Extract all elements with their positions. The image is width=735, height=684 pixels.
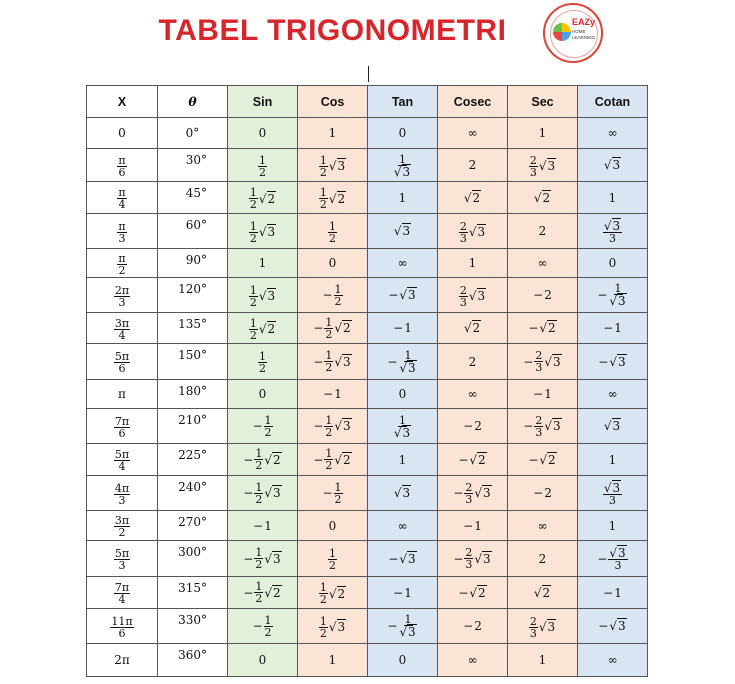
- cell-sec: 2: [508, 214, 578, 249]
- cell-x: $\frac{7\pi}{6}$: [87, 409, 158, 444]
- table-row: [87, 313, 648, 344]
- table-row: [87, 644, 648, 677]
- cell-sin: 1: [228, 249, 298, 278]
- cell-theta: 180°: [158, 380, 228, 409]
- cell-sec: − $\frac{2}{3}$ √3: [508, 344, 578, 380]
- cell-tan: − 1: [368, 577, 438, 609]
- cell-cos: 0: [298, 511, 368, 541]
- cell-sin: − $\frac{1}{2}$: [228, 609, 298, 644]
- cell-cotan: ∞: [578, 380, 648, 409]
- cell-x: $\frac{\pi}{6}$: [87, 149, 158, 182]
- cell-x: $\frac{\pi}{3}$: [87, 214, 158, 249]
- cell-cotan: − 1: [578, 577, 648, 609]
- cell-tan: √3: [368, 214, 438, 249]
- cell-cosec: − $\frac{2}{3}$ √3: [438, 541, 508, 577]
- cell-x: $\frac{5\pi}{3}$: [87, 541, 158, 577]
- cell-cotan: − √3: [578, 344, 648, 380]
- cell-cos: $\frac{1}{2}$: [298, 541, 368, 577]
- cell-sin: $\frac{1}{2}$ √3: [228, 214, 298, 249]
- table-row: [87, 577, 648, 609]
- table-row: [87, 118, 648, 149]
- cell-sin: 0: [228, 644, 298, 677]
- cell-tan: $\frac{1}{√3}$: [368, 149, 438, 182]
- cell-cos: 1: [298, 644, 368, 677]
- logo-brand: EAZy: [572, 17, 596, 27]
- cell-cotan: − $\frac{1}{√3}$: [578, 278, 648, 313]
- cell-theta: 240°: [158, 476, 228, 511]
- cell-tan: ∞: [368, 511, 438, 541]
- cell-sin: $\frac{1}{2}$ √3: [228, 278, 298, 313]
- cell-cos: − $\frac{1}{2}$ √3: [298, 344, 368, 380]
- cell-theta: 315°: [158, 577, 228, 609]
- cell-cosec: − √2: [438, 577, 508, 609]
- cell-x: 2π: [87, 644, 158, 677]
- cell-sec: 1: [508, 644, 578, 677]
- cell-cosec: ∞: [438, 644, 508, 677]
- cell-theta: 150°: [158, 344, 228, 380]
- cell-tan: 0: [368, 118, 438, 149]
- table-row: [87, 609, 648, 644]
- cell-tan: √3: [368, 476, 438, 511]
- cell-tan: 0: [368, 380, 438, 409]
- cell-cotan: √3: [578, 409, 648, 444]
- table-row: [87, 278, 648, 313]
- cell-tan: − $\frac{1}{√3}$: [368, 609, 438, 644]
- cell-sec: 1: [508, 118, 578, 149]
- cell-sin: 0: [228, 118, 298, 149]
- table-row: [87, 511, 648, 541]
- cell-tan: − √3: [368, 278, 438, 313]
- cell-sin: 0: [228, 380, 298, 409]
- header-tan: Tan: [368, 86, 438, 118]
- cell-cosec: − 2: [438, 409, 508, 444]
- header-cosec: Cosec: [438, 86, 508, 118]
- cell-cos: − $\frac{1}{2}$: [298, 476, 368, 511]
- cell-cos: $\frac{1}{2}$ √2: [298, 577, 368, 609]
- eazy-home-learning-logo: [543, 3, 603, 63]
- cell-cotan: − √3: [578, 609, 648, 644]
- header-x: X: [87, 86, 158, 118]
- cell-theta: 135°: [158, 313, 228, 344]
- cell-sin: − $\frac{1}{2}$: [228, 409, 298, 444]
- table-row: [87, 444, 648, 476]
- cell-x: $\frac{4\pi}{3}$: [87, 476, 158, 511]
- cell-sec: − 2: [508, 476, 578, 511]
- cell-cosec: $\frac{2}{3}$ √3: [438, 214, 508, 249]
- cell-tan: ∞: [368, 249, 438, 278]
- cell-cotan: ∞: [578, 644, 648, 677]
- cell-cosec: 1: [438, 249, 508, 278]
- cell-cosec: 2: [438, 149, 508, 182]
- cell-cosec: $\frac{2}{3}$ √3: [438, 278, 508, 313]
- cell-sec: ∞: [508, 249, 578, 278]
- cell-cos: − $\frac{1}{2}$ √3: [298, 409, 368, 444]
- cell-theta: 30°: [158, 149, 228, 182]
- cell-tan: $\frac{1}{√3}$: [368, 409, 438, 444]
- cell-cotan: − $\frac{√3}{3}$: [578, 541, 648, 577]
- cell-theta: 210°: [158, 409, 228, 444]
- cell-x: $\frac{3\pi}{2}$: [87, 511, 158, 541]
- cell-sin: − $\frac{1}{2}$ √3: [228, 476, 298, 511]
- cell-sec: − 2: [508, 278, 578, 313]
- smiley-icon: [553, 23, 571, 41]
- cell-cos: $\frac{1}{2}$: [298, 214, 368, 249]
- table-row: [87, 409, 648, 444]
- cell-sin: $\frac{1}{2}$: [228, 149, 298, 182]
- cell-tan: 1: [368, 444, 438, 476]
- cell-cos: $\frac{1}{2}$ √3: [298, 149, 368, 182]
- cell-theta: 225°: [158, 444, 228, 476]
- cell-sec: − 1: [508, 380, 578, 409]
- table-row: [87, 344, 648, 380]
- table-row: [87, 476, 648, 511]
- cell-sin: − $\frac{1}{2}$ √2: [228, 444, 298, 476]
- cell-cos: 1: [298, 118, 368, 149]
- table-row: [87, 541, 648, 577]
- cell-theta: 90°: [158, 249, 228, 278]
- cell-cosec: − 1: [438, 511, 508, 541]
- cell-sec: − √2: [508, 313, 578, 344]
- cell-cotan: $\frac{√3}{3}$: [578, 476, 648, 511]
- cell-sec: √2: [508, 182, 578, 214]
- header-cotan: Cotan: [578, 86, 648, 118]
- cell-tan: − 1: [368, 313, 438, 344]
- text-cursor: [368, 66, 369, 82]
- header-row: [87, 86, 648, 118]
- cell-cosec: − $\frac{2}{3}$ √3: [438, 476, 508, 511]
- cell-x: π: [87, 380, 158, 409]
- cell-tan: − $\frac{1}{√3}$: [368, 344, 438, 380]
- cell-cotan: $\frac{√3}{3}$: [578, 214, 648, 249]
- cell-sec: $\frac{2}{3}$ √3: [508, 149, 578, 182]
- cell-sin: $\frac{1}{2}$ √2: [228, 182, 298, 214]
- cell-cotan: √3: [578, 149, 648, 182]
- table-row: [87, 182, 648, 214]
- cell-cosec: 2: [438, 344, 508, 380]
- table-row: [87, 149, 648, 182]
- header-sec: Sec: [508, 86, 578, 118]
- logo-subtitle: HOME LEARNING: [572, 29, 596, 40]
- cell-x: $\frac{5\pi}{6}$: [87, 344, 158, 380]
- cell-x: $\frac{5\pi}{4}$: [87, 444, 158, 476]
- cell-cosec: √2: [438, 182, 508, 214]
- header-cos: Cos: [298, 86, 368, 118]
- cell-theta: 300°: [158, 541, 228, 577]
- cell-sin: $\frac{1}{2}$ √2: [228, 313, 298, 344]
- cell-theta: 270°: [158, 511, 228, 541]
- cell-sec: ∞: [508, 511, 578, 541]
- cell-cosec: − √2: [438, 444, 508, 476]
- trig-table: [86, 85, 648, 677]
- cell-sin: − 1: [228, 511, 298, 541]
- cell-theta: 45°: [158, 182, 228, 214]
- cell-x: $\frac{3\pi}{4}$: [87, 313, 158, 344]
- cell-tan: 1: [368, 182, 438, 214]
- page-title: TABEL TRIGONOMETRI: [158, 14, 507, 47]
- cell-theta: 120°: [158, 278, 228, 313]
- cell-sin: $\frac{1}{2}$: [228, 344, 298, 380]
- cell-tan: 0: [368, 644, 438, 677]
- cell-cos: $\frac{1}{2}$ √3: [298, 609, 368, 644]
- cell-cosec: − 2: [438, 609, 508, 644]
- table-row: [87, 249, 648, 278]
- cell-cos: − $\frac{1}{2}$ √2: [298, 444, 368, 476]
- cell-theta: 360°: [158, 644, 228, 677]
- cell-x: $\frac{7\pi}{4}$: [87, 577, 158, 609]
- cell-cotan: 1: [578, 182, 648, 214]
- cell-sin: − $\frac{1}{2}$ √3: [228, 541, 298, 577]
- cell-x: 0: [87, 118, 158, 149]
- cell-cotan: 1: [578, 444, 648, 476]
- cell-cotan: 1: [578, 511, 648, 541]
- cell-x: $\frac{\pi}{4}$: [87, 182, 158, 214]
- cell-cotan: 0: [578, 249, 648, 278]
- cell-sin: − $\frac{1}{2}$ √2: [228, 577, 298, 609]
- header-theta: θ: [158, 86, 228, 118]
- cell-cosec: √2: [438, 313, 508, 344]
- cell-sec: − √2: [508, 444, 578, 476]
- cell-theta: 330°: [158, 609, 228, 644]
- cell-cos: − 1: [298, 380, 368, 409]
- cell-sec: $\frac{2}{3}$ √3: [508, 609, 578, 644]
- cell-x: $\frac{2\pi}{3}$: [87, 278, 158, 313]
- cell-cosec: ∞: [438, 118, 508, 149]
- cell-cos: $\frac{1}{2}$ √2: [298, 182, 368, 214]
- cell-sec: − $\frac{2}{3}$ √3: [508, 409, 578, 444]
- cell-sec: 2: [508, 541, 578, 577]
- cell-cos: − $\frac{1}{2}$: [298, 278, 368, 313]
- cell-cotan: ∞: [578, 118, 648, 149]
- cell-x: $\frac{11\pi}{6}$: [87, 609, 158, 644]
- header-sin: Sin: [228, 86, 298, 118]
- table-row: [87, 380, 648, 409]
- cell-cosec: ∞: [438, 380, 508, 409]
- cell-theta: 60°: [158, 214, 228, 249]
- table-row: [87, 214, 648, 249]
- cell-sec: √2: [508, 577, 578, 609]
- cell-theta: 0°: [158, 118, 228, 149]
- cell-tan: − √3: [368, 541, 438, 577]
- cell-x: $\frac{\pi}{2}$: [87, 249, 158, 278]
- cell-cotan: − 1: [578, 313, 648, 344]
- cell-cos: 0: [298, 249, 368, 278]
- cell-cos: − $\frac{1}{2}$ √2: [298, 313, 368, 344]
